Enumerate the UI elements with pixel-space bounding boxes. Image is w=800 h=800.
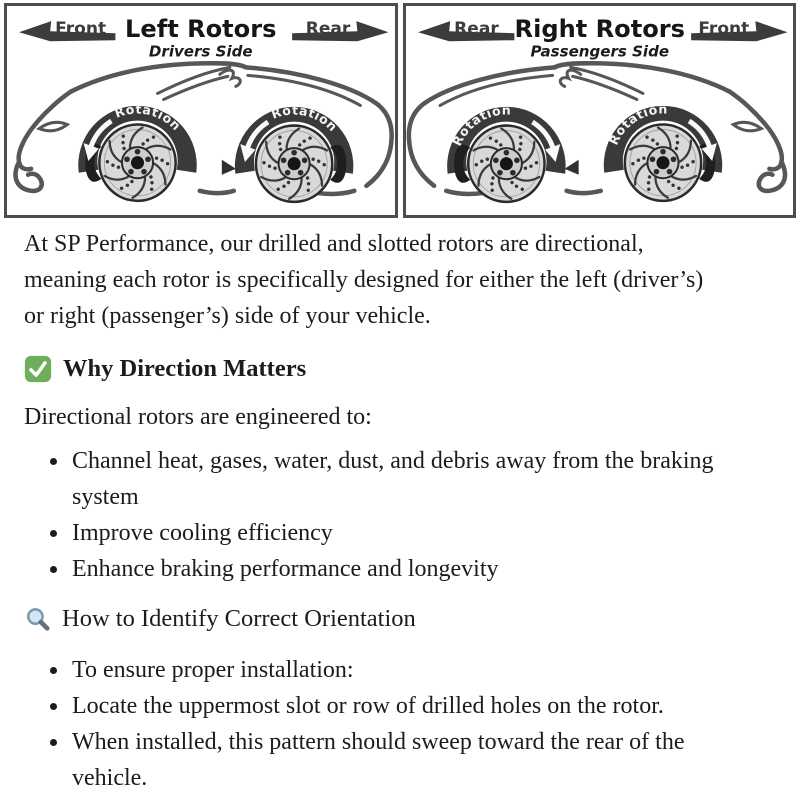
- heading-text: How to Identify Correct Orientation: [62, 604, 416, 632]
- installation-list: [24, 652, 729, 796]
- rotation-label-front-wheel: Rotation: [112, 101, 185, 134]
- front-label: Front: [697, 19, 749, 40]
- list-item: • To ensure proper installation:: [70, 652, 729, 688]
- left-rotors-panel: [4, 3, 398, 218]
- car-illustration: [16, 63, 392, 202]
- list-item: • Improve cooling efficiency: [70, 515, 729, 551]
- heading-text: Why Direction Matters: [63, 355, 307, 382]
- rotation-label-rear-wheel: Rotation: [448, 102, 511, 149]
- list-item: • Channel heat, gases, water, dust, and debris away from the braking system: [70, 443, 729, 515]
- benefits-list: [24, 443, 729, 587]
- magnifying-glass-icon: [24, 606, 51, 633]
- panel-subtitle: Passengers Side: [529, 42, 669, 61]
- front-label: Front: [55, 19, 107, 40]
- rear-label: Rear: [453, 19, 499, 40]
- panel-title: Left Rotors: [125, 15, 277, 44]
- check-mark-icon: [24, 355, 52, 383]
- rear-label: Rear: [305, 19, 351, 40]
- identify-orientation-heading: [24, 601, 729, 638]
- engineered-lead: Directional rotors are engineered to:: [24, 403, 372, 430]
- list-item: • Locate the uppermost slot or row of drilled holes on the rotor.: [70, 688, 729, 724]
- panel-subtitle: Drivers Side: [148, 42, 253, 61]
- rotation-label-front-wheel: Rotation: [605, 101, 668, 148]
- right-rotors-panel: [403, 3, 797, 218]
- list-item: • Enhance braking performance and longevity: [70, 551, 729, 587]
- panel-title: Right Rotors: [514, 15, 685, 44]
- why-direction-matters-heading: [24, 351, 729, 388]
- intro-paragraph: At SP Performance, our drilled and slotted rotors are directional, meaning each rotor is specifically designed for either the left (driver’s) or right (passenger’s) side of your vehicle.: [24, 231, 704, 329]
- rotation-label-rear-wheel: Rotation: [269, 102, 341, 135]
- list-item: • When installed, this pattern should sweep toward the rear of the vehicle.: [70, 724, 729, 796]
- rotor-direction-diagram: [0, 0, 800, 218]
- article-body: [0, 218, 729, 796]
